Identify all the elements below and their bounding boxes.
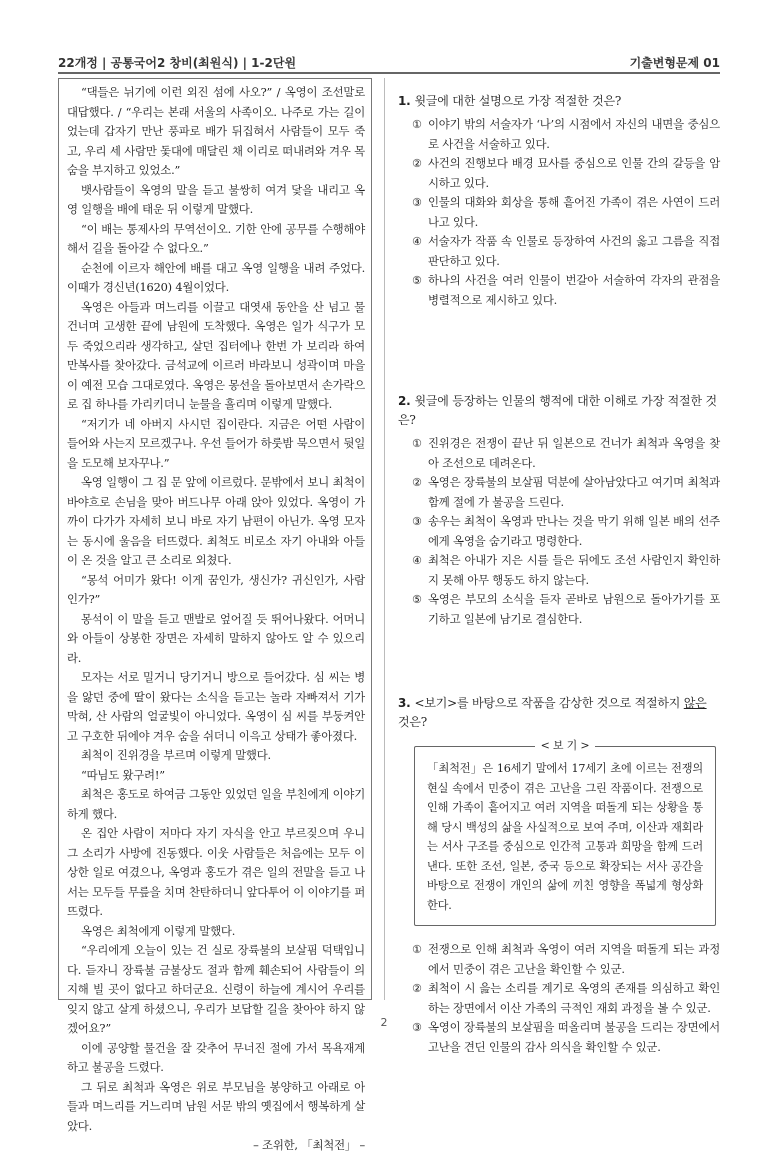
passage-paragraph: “몽석 어미가 왔다! 이게 꿈인가, 생신가? 귀신인가, 사람인가?” [67,572,365,606]
passage-paragraph: “우리에게 오늘이 있는 건 실로 장륙불의 보살핌 덕택입니다. 듣자니 장륙불 금불상도 절과 함께 훼손되어 사람들이 의지해 빌 곳이 없다고 하더군요. 신령이 하늘에 계시어 우리를 잊지 않고 살게 하셨으니, 우리가 보답할 길을 찾아야 하지 않겠어요?” [67,943,365,1035]
choice-item[interactable] [398,979,720,1018]
choice-text: 최척이 시 읊는 소리를 계기로 옥영의 존재를 의심하고 확인하는 장면에서 이산 가족의 극적인 재회 과정을 볼 수 있군. [428,981,720,1015]
choice-item[interactable] [398,154,720,193]
question-number: 2. [398,394,411,408]
choice-mark: ⑤ [412,274,422,287]
choice-mark: ② [412,157,422,170]
bogi-box [414,739,716,926]
choice-item[interactable] [398,193,720,232]
passage-paragraph: 옥영은 아들과 며느리를 이끌고 대엿새 동안을 산 넘고 물 건너며 고생한 끝에 남원에 도착했다. 옥영은 일가 식구가 모두 죽었으리라 생각하고, 살던 집터에나 한번 가 보리라 하여 만복사를 찾아갔다. 금석교에 이르러 바라보니 성곽이며 마을이 예전 모습 그대로였다. 옥영은 몽선을 돌아보면서 손가락으로 집 하나를 가리키더니 눈물을 흘리며 이렇게 말했다. [67,299,365,411]
passage-paragraph: 그 뒤로 최척과 옥영은 위로 부모님을 봉양하고 아래로 아들과 며느리를 거느리며 남원 서문 밖의 옛집에서 행복하게 살았다. [67,1079,365,1133]
question-3 [398,694,720,1057]
choice-mark: ② [412,476,422,489]
choice-mark: ① [412,943,422,956]
header-course-info: 22개정 | 공통국어2 창비(최원식) | 1-2단원 [58,56,297,70]
question-stem [398,694,720,732]
question-stem [398,92,720,111]
choice-list [398,434,720,629]
question-number: 3. [398,696,411,710]
passage-paragraph: 이에 공양할 물건을 잘 갖추어 무너진 절에 가서 목욕재계하고 불공을 드렸다. [67,1040,365,1074]
passage-box [58,78,372,1152]
passage-paragraph: “저기가 네 아버지 사시던 집이란다. 지금은 어떤 사람이 들어와 사는지 모르겠구나. 우선 들어가 하룻밤 묵으면서 뒷일을 도모해 보자꾸나.” [67,416,365,470]
question-number: 1. [398,94,411,108]
question-text-before: <보기>를 바탕으로 작품을 감상한 것으로 적절하지 [414,696,684,710]
question-2 [398,392,720,629]
question-text: 윗글에 등장하는 인물의 행적에 대한 이해로 가장 적절한 것은? [398,394,717,427]
question-text-underlined: 않은 [683,696,707,710]
passage-paragraph: 옥영 일행이 그 집 문 앞에 이르렀다. 문밖에서 보니 최척이 바야흐로 손님을 맞아 버드나무 아래 앉아 있었다. 옥영이 가까이 다가가 자세히 보니 바로 자기 남편이 아닌가. 옥영 모자는 동시에 울음을 터뜨렸다. 최척도 비로소 자기 아내와 아들이 온 것을 알고 큰 소리로 외쳤다. [67,475,365,567]
choice-text: 인물의 대화와 회상을 통해 흩어진 가족이 겪은 사연이 드러나고 있다. [428,195,720,229]
choice-mark: ① [412,118,422,131]
passage-paragraph: “따님도 왔구려!” [81,767,165,782]
choice-mark: ③ [412,196,422,209]
choice-item[interactable] [398,590,720,629]
choice-text: 이야기 밖의 서술자가 ‘나’의 시점에서 자신의 내면을 중심으로 사건을 서술하고 있다. [428,117,720,151]
question-1 [398,92,720,310]
column-divider [384,78,385,1000]
header-exam-title: 기출변형문제 01 [629,56,720,70]
choice-item[interactable] [398,473,720,512]
passage-paragraph: 옥영은 최척에게 이렇게 말했다. [81,923,236,938]
passage-paragraph: 최척은 홍도로 하여금 그동안 있었던 일을 부친에게 이야기하게 했다. [67,787,365,821]
passage-paragraph: “댁들은 뉘기에 이런 외진 섬에 사오?” / 옥영이 조선말로 대답했다. / “우리는 본래 서울의 사족이오. 나주로 가는 길이었는데 갑자기 만난 풍파로 배가 뒤집혀서 사람들이 모두 죽고, 우리 세 사람만 돛대에 매달린 채 이리로 떠내려와 겨우 목숨을 부지하고 있었소.” [67,85,365,177]
choice-list [398,940,720,1057]
header-rule [58,72,720,74]
choice-mark: ④ [412,235,422,248]
question-text-after: 것은? [398,715,428,729]
question-text: 윗글에 대한 설명으로 가장 적절한 것은? [414,94,622,108]
passage-paragraph: “이 배는 통제사의 무역선이오. 기한 안에 공무를 수행해야 해서 길을 돌아갈 수 없다오.” [67,221,365,255]
choice-text: 전쟁으로 인해 최척과 옥영이 여러 지역을 떠돌게 되는 과정에서 민중이 겪은 고난을 확인할 수 있군. [428,942,720,976]
choice-mark: ① [412,437,422,450]
passage-paragraph: 모자는 서로 밀거니 당기거니 방으로 들어갔다. 심 씨는 병을 앓던 중에 딸이 왔다는 소식을 듣고는 놀라 자빠져서 기가 막혀, 산 사람의 얼굴빛이 아니었다. 옥영이 심 씨를 부둥켜안고 구호한 뒤에야 겨우 숨을 쉬더니 이윽고 상태가 좋아졌다. [67,670,365,743]
bogi-title [415,738,715,754]
choice-item[interactable] [398,115,720,154]
choice-text: 송우는 최척이 옥영과 만나는 것을 막기 위해 일본 배의 선주에게 옥영을 숨기라고 명령한다. [428,514,720,548]
choice-item[interactable] [398,434,720,473]
choice-text: 하나의 사건을 여러 인물이 번갈아 서술하여 각자의 관점을 병렬적으로 제시하고 있다. [428,273,720,307]
choice-text: 진위경은 전쟁이 끝난 뒤 일본으로 건너가 최척과 옥영을 찾아 조선으로 데려온다. [428,436,720,470]
choice-item[interactable] [398,232,720,271]
bogi-text: 「최척전」은 16세기 말에서 17세기 초에 이르는 전쟁의 현실 속에서 민중이 겪은 고난을 그린 작품이다. 전쟁으로 인해 가족이 흩어지고 여러 지역을 떠돌게 되는 상황을 통해 당시 백성의 삶을 사실적으로 보여 주며, 이산과 재회라는 서사 구조를 중심으로 인간적 고통과 희망을 함께 드러낸다. 또한 조선, 일본, 중국 등으로 확장되는 서사 공간을 바탕으로 전쟁이 개인의 삶에 끼친 영향을 폭넓게 형상화한다. [427,762,703,912]
choice-item[interactable] [398,940,720,979]
choice-mark: ③ [412,515,422,528]
choice-mark: ② [412,982,422,995]
bogi-title-text: < 보 기 > [535,739,596,752]
choice-item[interactable] [398,512,720,551]
passage-paragraph: 몽석이 이 말을 듣고 맨발로 엎어질 듯 뛰어나왔다. 어머니와 아들이 상봉한 장면은 자세히 말하지 않아도 알 수 있으리라. [67,611,365,665]
choice-item[interactable] [398,551,720,590]
choice-text: 옥영은 장륙불의 보살핌 덕분에 살아남았다고 여기며 최척과 함께 절에 가 불공을 드린다. [428,475,720,509]
page-number: 2 [380,1016,388,1029]
passage-paragraph: 뱃사람들이 옥영의 말을 듣고 불쌍히 여겨 닻을 내리고 옥영 일행을 배에 태운 뒤 이렇게 말했다. [67,182,365,216]
passage-paragraph: 최척이 진위경을 부르며 이렇게 말했다. [81,748,271,762]
passage-paragraph: 온 집안 사람이 저마다 자기 자식을 안고 부르짖으며 우니 그 소리가 사방에 진동했다. 이웃 사람들은 처음에는 모두 이상한 일로 여겼으나, 옥영과 홍도가 겪은 일의 전말을 듣고 나서는 모두들 무릎을 치며 찬탄하더니 앞다투어 이 이야기를 퍼뜨렸다. [67,826,365,918]
choice-text: 최척은 아내가 지은 시를 들은 뒤에도 조선 사람인지 확인하지 못해 아무 행동도 하지 않는다. [428,553,720,587]
page-header [58,50,720,72]
choice-item[interactable] [398,271,720,310]
choice-mark: ⑤ [412,593,422,606]
choice-mark: ③ [412,1021,422,1034]
passage-paragraph: 순천에 이르자 해안에 배를 대고 옥영 일행을 내려 주었다. 이때가 경신년(1620) 4월이었다. [67,260,365,294]
choice-mark: ④ [412,554,422,567]
choice-text: 사건의 진행보다 배경 묘사를 중심으로 인물 간의 갈등을 암시하고 있다. [428,156,720,190]
choice-text: 옥영은 부모의 소식을 듣자 곧바로 남원으로 돌아가기를 포기하고 일본에 남기로 결심한다. [428,592,720,626]
choice-text: 서술자가 작품 속 인물로 등장하여 사건의 옳고 그름을 직접 판단하고 있다. [428,234,720,268]
choice-list [398,115,720,310]
question-stem [398,392,720,430]
choice-text: 옥영이 장륙불의 보살핌을 떠올리며 불공을 드리는 장면에서 고난을 견딘 인물의 감사 의식을 확인할 수 있군. [428,1020,720,1054]
passage-source: – 조위한, 「최척전」 – [253,1138,365,1152]
